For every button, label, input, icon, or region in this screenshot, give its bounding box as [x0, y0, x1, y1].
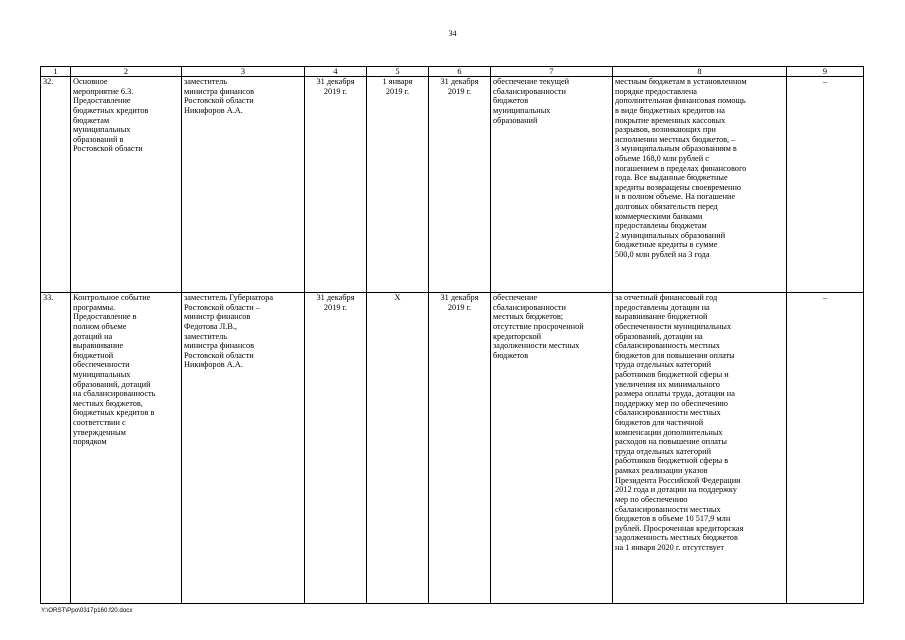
table-row	[41, 293, 864, 604]
row-number: 32.	[41, 77, 71, 293]
file-path-footer: Y:\ORST\Ppo\0317p160.f20.docx	[41, 607, 133, 614]
responsible-person: заместитель министра финансов Ростовской области Никифоров А.А.	[182, 77, 305, 293]
report-table	[40, 66, 864, 604]
responsible-person: заместитель Губернатора Ростовской области – министр финансов Федотова Л.В., заместитель министра финансов Ростовской области Никифоров А.А.	[182, 293, 305, 604]
col-header-8: 8	[613, 67, 787, 77]
plan-date: 31 декабря 2019 г.	[305, 77, 367, 293]
col-header-7: 7	[491, 67, 613, 77]
col-header-5: 5	[367, 67, 429, 77]
col-header-1: 1	[41, 67, 71, 77]
column-number-row	[41, 67, 864, 77]
fact-end-date: 31 декабря 2019 г.	[429, 77, 491, 293]
page-number: 34	[448, 29, 457, 38]
fact-end-date: 31 декабря 2019 г.	[429, 293, 491, 604]
col-header-6: 6	[429, 67, 491, 77]
reasons: –	[787, 77, 864, 293]
event-name: Основное мероприятие 6.3. Предоставление бюджетных кредитов бюджетам муниципальных образований в Ростовской области	[71, 77, 182, 293]
actual-result: за отчетный финансовый год предоставлены дотации на выравнивание бюджетной обеспеченности муниципальных образований, дотации на сбалансированность местных бюджетов для повышения оплаты труда отдельных категорий работников бюджетной сферы и увеличения их минимального размера оплаты труда, дотации на поддержку мер по обеспечению сбалансированности местных бюджетов для частичной компенсации дополнительных расходов на повышение оплаты труда отдельных категорий работников бюджетной сферы в рамках реализации указов Президента Российской Федерации 2012 года и дотации на поддержку мер по обеспечению сбалансированности местных бюджетов в объеме 10 517,9 млн рублей. Просроченная кредиторская задолженность местных бюджетов на 1 января 2020 г. отсутствует	[613, 293, 787, 604]
col-header-4: 4	[305, 67, 367, 77]
reasons: –	[787, 293, 864, 604]
col-header-3: 3	[182, 67, 305, 77]
fact-start-date: 1 января 2019 г.	[367, 77, 429, 293]
event-name: Контрольное событие программы. Предоставление в полном объеме дотаций на выравнивание бюджетной обеспеченности муниципальных образований, дотаций на сбалансированность местных бюджетов, бюджетных кредитов в соответствии с утвержденным порядком	[71, 293, 182, 604]
plan-date: 31 декабря 2019 г.	[305, 293, 367, 604]
col-header-2: 2	[71, 67, 182, 77]
col-header-9: 9	[787, 67, 864, 77]
row-number: 33.	[41, 293, 71, 604]
planned-result: обеспечение сбалансированности местных бюджетов; отсутствие просроченной кредиторской задолженности местных бюджетов	[491, 293, 613, 604]
fact-start-date: Х	[367, 293, 429, 604]
planned-result: обеспечение текущей сбалансированности бюджетов муниципальных образований	[491, 77, 613, 293]
actual-result: местным бюджетам в установленном порядке предоставлена дополнительная финансовая помощь в виде бюджетных кредитов на покрытие временных кассовых разрывов, возникающих при исполнении местных бюджетов, – 3 муниципальным образованиям в объеме 168,0 млн рублей с погашением в пределах финансового года. Все выданные бюджетные кредиты возвращены своевременно и в полном объеме. На погашение долговых обязательств перед коммерческими банками предоставлены бюджетам 2 муниципальных образований бюджетные кредиты в сумме 500,0 млн рублей на 3 года	[613, 77, 787, 293]
table-row	[41, 77, 864, 293]
